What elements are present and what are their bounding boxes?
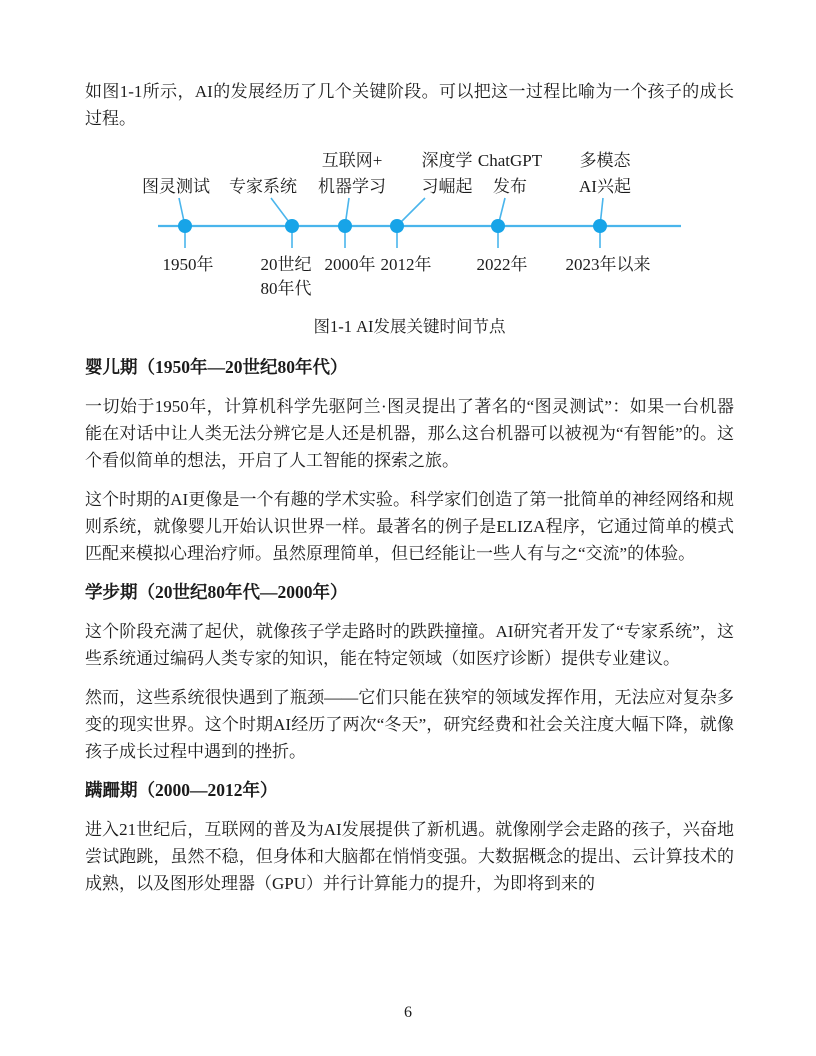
timeline-date-label: 2000年 bbox=[324, 255, 376, 274]
figure-caption: 图1-1 AI发展关键时间节点 bbox=[313, 317, 506, 336]
body-paragraph: 这个阶段充满了起伏，就像孩子学走路时的跌跌撞撞。AI研究者开发了“专家系统”，这些系统通过编码人类专家的知识，能在特定领域（如医疗诊断）提供专业建议。 bbox=[85, 622, 734, 668]
timeline-dot bbox=[178, 219, 192, 233]
timeline-date-label: 80年代 bbox=[260, 279, 312, 298]
page-number: 6 bbox=[404, 1004, 412, 1021]
section-staggering bbox=[85, 777, 734, 897]
section-infancy bbox=[85, 354, 734, 567]
section-toddler bbox=[85, 579, 734, 765]
timeline-milestone-label: 互联网+ bbox=[321, 151, 383, 170]
timeline-milestone-label: 机器学习 bbox=[318, 177, 386, 196]
timeline-milestone-label: 图灵测试 bbox=[142, 177, 210, 196]
timeline-milestone-label: ChatGPT bbox=[477, 151, 543, 170]
timeline-dot bbox=[390, 219, 404, 233]
timeline-date-label: 2023年以来 bbox=[565, 255, 651, 274]
timeline-date-label: 2022年 bbox=[476, 255, 528, 274]
body-paragraph: 一切始于1950年，计算机科学先驱阿兰·图灵提出了著名的“图灵测试”：如果一台机器能在对话中让人类无法分辨它是人还是机器，那么这台机器可以被视为“有智能”的。这个看似简单的想法，开启了人工智能的探索之旅。 bbox=[85, 397, 734, 470]
section-heading-infancy: 婴儿期（1950年—20世纪80年代） bbox=[85, 357, 348, 377]
timeline-figure bbox=[85, 146, 734, 340]
section-heading-staggering: 蹒跚期（2000—2012年） bbox=[85, 780, 278, 800]
timeline-date-label: 1950年 bbox=[162, 255, 214, 274]
timeline-dot bbox=[338, 219, 352, 233]
timeline-milestone-label: 专家系统 bbox=[229, 177, 297, 196]
timeline-date-label: 2012年 bbox=[380, 255, 432, 274]
timeline-milestone-label: 发布 bbox=[493, 177, 527, 196]
timeline-milestone-label: 习崛起 bbox=[421, 177, 473, 196]
timeline-milestone-label: AI兴起 bbox=[579, 177, 631, 196]
timeline-date-label: 20世纪 bbox=[260, 255, 312, 274]
timeline-dot bbox=[491, 219, 505, 233]
timeline-milestone-label: 多模态 bbox=[579, 151, 631, 170]
body-paragraph: 然而，这些系统很快遇到了瓶颈——它们只能在狭窄的领域发挥作用，无法应对复杂多变的现实世界。这个时期AI经历了两次“冬天”，研究经费和社会关注度大幅下降，就像孩子成长过程中遇到的挫折。 bbox=[85, 688, 734, 761]
intro-paragraph: 如图1-1所示，AI的发展经历了几个关键阶段。可以把这一过程比喻为一个孩子的成长过程。 bbox=[85, 82, 734, 128]
section-heading-toddler: 学步期（20世纪80年代—2000年） bbox=[85, 582, 348, 602]
timeline-dot bbox=[285, 219, 299, 233]
body-paragraph: 这个时期的AI更像是一个有趣的学术实验。科学家们创造了第一批简单的神经网络和规则系统，就像婴儿开始认识世界一样。最著名的例子是ELIZA程序，它通过简单的模式匹配来模拟心理治疗师。虽然原理简单，但已经能让一些人有与之“交流”的体验。 bbox=[85, 490, 734, 563]
timeline-dot bbox=[593, 219, 607, 233]
timeline-milestone-label: 深度学 bbox=[421, 151, 473, 170]
timeline-diagram bbox=[115, 146, 715, 306]
body-paragraph: 进入21世纪后，互联网的普及为AI发展提供了新机遇。就像刚学会走路的孩子，兴奋地尝试跑跳，虽然不稳，但身体和大脑都在悄悄变强。大数据概念的提出、云计算技术的成熟，以及图形处理器（GPU）并行计算能力的提升，为即将到来的 bbox=[85, 820, 734, 893]
